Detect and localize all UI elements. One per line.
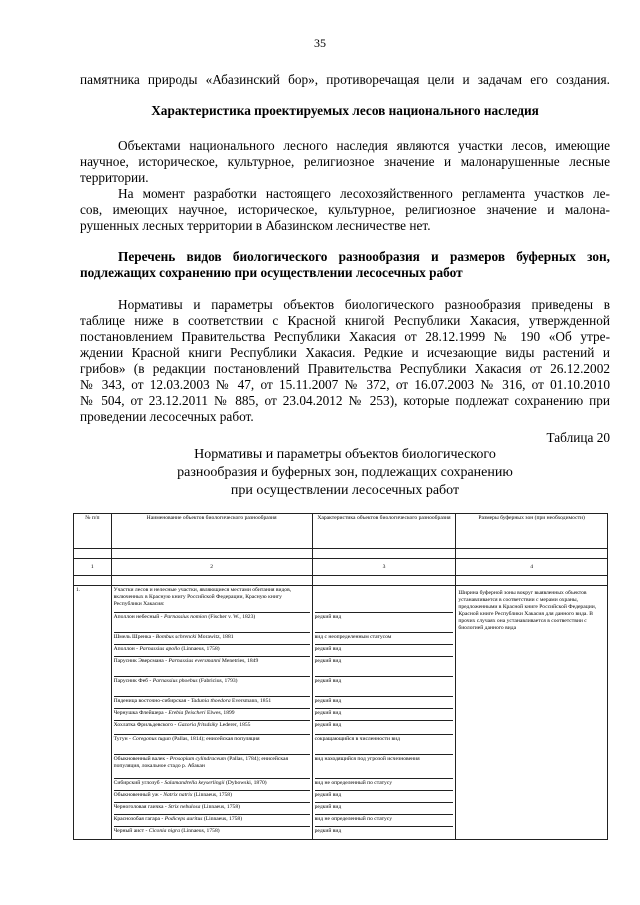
species-status: редкий вид — [315, 709, 454, 721]
section2-p1-line: грибов» (в редакции постановлений Правительства Республики Хакасия от 26.12.2002 — [80, 361, 610, 376]
species-name — [114, 827, 310, 839]
species-russian-name: Аполлон - — [113, 646, 140, 652]
species-latin-name: Parnassius phoebus — [152, 678, 198, 684]
species-russian-name: Сибирский углозуб - — [113, 780, 165, 786]
table-header: Характеристика объектов биологического разнообразия — [312, 514, 456, 549]
species-authority: Lederer, 1855 — [217, 722, 251, 728]
section1-p1-line: научное, историческое, культурное, религиозное значение и малонарушенные лесные — [80, 154, 610, 169]
species-latin-name: Coregonus tugun — [132, 736, 171, 742]
species-name — [114, 791, 310, 803]
section1-heading: Характеристика проектируемых лесов национального наследия — [151, 103, 539, 118]
species-status: вид не определенный по статусу — [315, 815, 454, 827]
species-authority: (Pallas, 1814); енисейская популяция — [170, 736, 260, 742]
species-intro: Участки лесов и нелесные участки, являющиеся местами обитания видов, включенных в Красную книгу Российской Федерации, Красную книгу Республики Хакасия: — [114, 586, 310, 613]
section1-p1-line: территории. — [80, 170, 149, 185]
species-latin-name: Erebia fleischeri — [168, 710, 206, 716]
species-status: редкий вид — [315, 803, 454, 815]
species-status: редкий вид — [315, 721, 454, 735]
species-authority: (Pallas, 1784); енисейская популяция, локальное стадо р. Абакан — [113, 756, 289, 769]
species-latin-name: Parnassius nomion — [163, 614, 207, 620]
section2-heading: Перечень видов биологического разнообразия и размеров буферных зон, — [118, 249, 610, 264]
page-number: 35 — [314, 36, 326, 50]
species-name — [114, 721, 310, 735]
section2-p1-line: таблице ниже в соответствии с Красной книгой Республики Хакасия, утвержденной — [80, 313, 610, 328]
species-russian-name: Шмель Шренка - — [113, 634, 156, 640]
species-latin-name: Strix nebulosa — [168, 804, 201, 810]
species-status: редкий вид — [315, 791, 454, 803]
species-authority: (Linnaeus, 1758) — [180, 646, 220, 652]
section1-p2-line: На момент разработки настоящего лесохозяйственного регламента участков ле- — [118, 186, 610, 201]
table-title: Нормативы и параметры объектов биологического — [194, 447, 496, 462]
species-name — [114, 815, 310, 827]
status-column — [312, 586, 456, 840]
table-label: Таблица 20 — [546, 430, 610, 445]
species-status: сокращающийся в численности вид — [315, 735, 454, 755]
species-authority: (Fischer v. W., 1823) — [206, 614, 256, 620]
species-name — [114, 803, 310, 815]
species-russian-name: Пяденица восточно-сибирская - — [113, 698, 191, 704]
species-authority: (Dybowski, 1870) — [224, 780, 267, 786]
section2-p1-line: проведении лесосечных работ. — [80, 409, 254, 424]
species-status: вид не определенный по статусу — [315, 779, 454, 791]
species-name — [114, 677, 310, 697]
species-name — [114, 657, 310, 677]
table-title: разнообразия и буферных зон, подлежащих сохранению — [177, 465, 513, 480]
species-russian-name: Парусник Феб - — [113, 678, 153, 684]
section2-p1-line: № 343, от 12.03.2003 № 47, от 15.11.2007 № 372, от 16.07.2003 № 316, от 01.10.2010 — [80, 377, 610, 392]
species-name — [114, 697, 310, 709]
species-authority: Morawitz, 1881 — [196, 634, 234, 640]
species-status: вид с неопределенным статусом — [315, 633, 454, 645]
species-latin-name: Tadunia thoedora — [190, 698, 231, 704]
species-name — [114, 779, 310, 791]
species-authority: (Linnaeus, 1758) — [180, 828, 220, 834]
species-name — [114, 755, 310, 779]
species-russian-name: Тугун - — [113, 736, 133, 742]
species-latin-name: Prosopium cylindraceum — [169, 756, 226, 762]
species-latin-name: Bombus schrencki — [155, 634, 197, 640]
section2-p1-line: Нормативы и параметры объектов биологического разнообразия приведены в — [118, 297, 610, 312]
species-latin-name: Gazoria fritsdsiky — [177, 722, 218, 728]
species-status: вид находящийся под угрозой исчезновения — [315, 755, 454, 779]
species-latin-name: Parnassius eversmanni — [168, 658, 221, 664]
species-russian-name: Аполлон небесный - — [113, 614, 164, 620]
species-russian-name: Чернушка Флейшера - — [113, 710, 169, 716]
species-name — [114, 735, 310, 755]
species-russian-name: Краснозобая гагара - — [113, 816, 165, 822]
species-latin-name: Natrix natrix — [163, 792, 193, 798]
species-russian-name: Хохлатка Фрильдевского - — [113, 722, 178, 728]
species-latin-name: Salamandrella keyserlingii — [164, 780, 225, 786]
species-status: редкий вид — [315, 697, 454, 709]
species-authority: Menetries, 1849 — [220, 658, 259, 664]
species-status: редкий вид — [314, 828, 342, 834]
section2-p1-line: ждении Красной книги Республики Хакасия. Редкие и исчезающие виды растений и — [80, 345, 610, 360]
species-latin-name: Parnassius apollo — [139, 646, 180, 652]
column-number: 4 — [456, 559, 608, 576]
table-row — [74, 586, 608, 840]
table-header: № п/п — [74, 514, 112, 549]
species-russian-name: Обыкновенный уж - — [113, 792, 164, 798]
section2-heading: подлежащих сохранению при осуществлении лесосечных работ — [80, 265, 463, 280]
species-authority: (Linnaeus, 1758) — [192, 792, 232, 798]
species-authority: (Fabricius, 1793) — [197, 678, 238, 684]
species-column — [111, 586, 312, 840]
species-status: редкий вид — [315, 677, 454, 697]
intro-line: памятника природы «Абазинский бор», противоречащая цели и задачам его создания. — [80, 72, 610, 87]
table-header: Наименование объектов биологического разнообразия — [111, 514, 312, 549]
status-intro-blank — [315, 586, 454, 613]
species-russian-name: Обыкновенный валек - — [113, 756, 170, 762]
species-russian-name: Парусник Эверсмана - — [113, 658, 169, 664]
section1-p2-line: рушенных лесных территории в Абазинском лесничестве нет. — [80, 218, 431, 233]
section1-p2-line: сов, имеющих научное, историческое, культурное, религиозное значение и малона- — [80, 202, 610, 217]
species-authority: (Linnaeus, 1758) — [200, 804, 240, 810]
section2-p1-line: № 504, от 23.12.2011 № 885, от 23.04.2012 № 253), которые подлежат сохранению при — [80, 393, 610, 408]
table-title: при осуществлении лесосечных работ — [230, 483, 460, 498]
row-number: 1. — [74, 586, 112, 840]
buffer-zone-cell: Ширина буферной зоны вокруг выявленных объектов устанавливается в соответствии с мерами охраны, предложенными в Красной книге Российской Федерации, Красной книге Республики Хакасия для данного вида. В прочих случаях она устанавливается в соответствии с биологией данного вида — [456, 586, 608, 840]
column-number: 3 — [312, 559, 456, 576]
species-name — [114, 613, 310, 633]
species-authority: Eversmann, 1851 — [230, 698, 272, 704]
section1-p1-line: Объектами национального лесного наследия являются участки лесов, имеющие — [118, 138, 610, 153]
species-name — [114, 633, 310, 645]
bio-diversity-table — [73, 513, 608, 840]
species-status: редкий вид — [315, 613, 454, 633]
species-name — [114, 645, 310, 657]
species-latin-name: Podiceps auritus — [164, 816, 203, 822]
species-authority: (Linnaeus, 1758) — [202, 816, 243, 822]
species-status: редкий вид — [315, 657, 454, 677]
species-authority: Elwes, 1899 — [205, 710, 235, 716]
section2-p1-line: постановлением Правительства Республики Хакасия от 28.12.1999 № 190 «Об утре- — [80, 329, 610, 344]
species-status: редкий вид — [315, 645, 454, 657]
species-latin-name: Ciconia nigra — [148, 828, 180, 834]
column-number: 1 — [74, 559, 112, 576]
species-russian-name: Черный аист - — [113, 828, 149, 834]
species-name — [114, 709, 310, 721]
column-number: 2 — [111, 559, 312, 576]
table-header: Размеры буферных зон (при необходимости) — [456, 514, 608, 549]
species-russian-name: Черноголовая гаичка - — [113, 804, 169, 810]
